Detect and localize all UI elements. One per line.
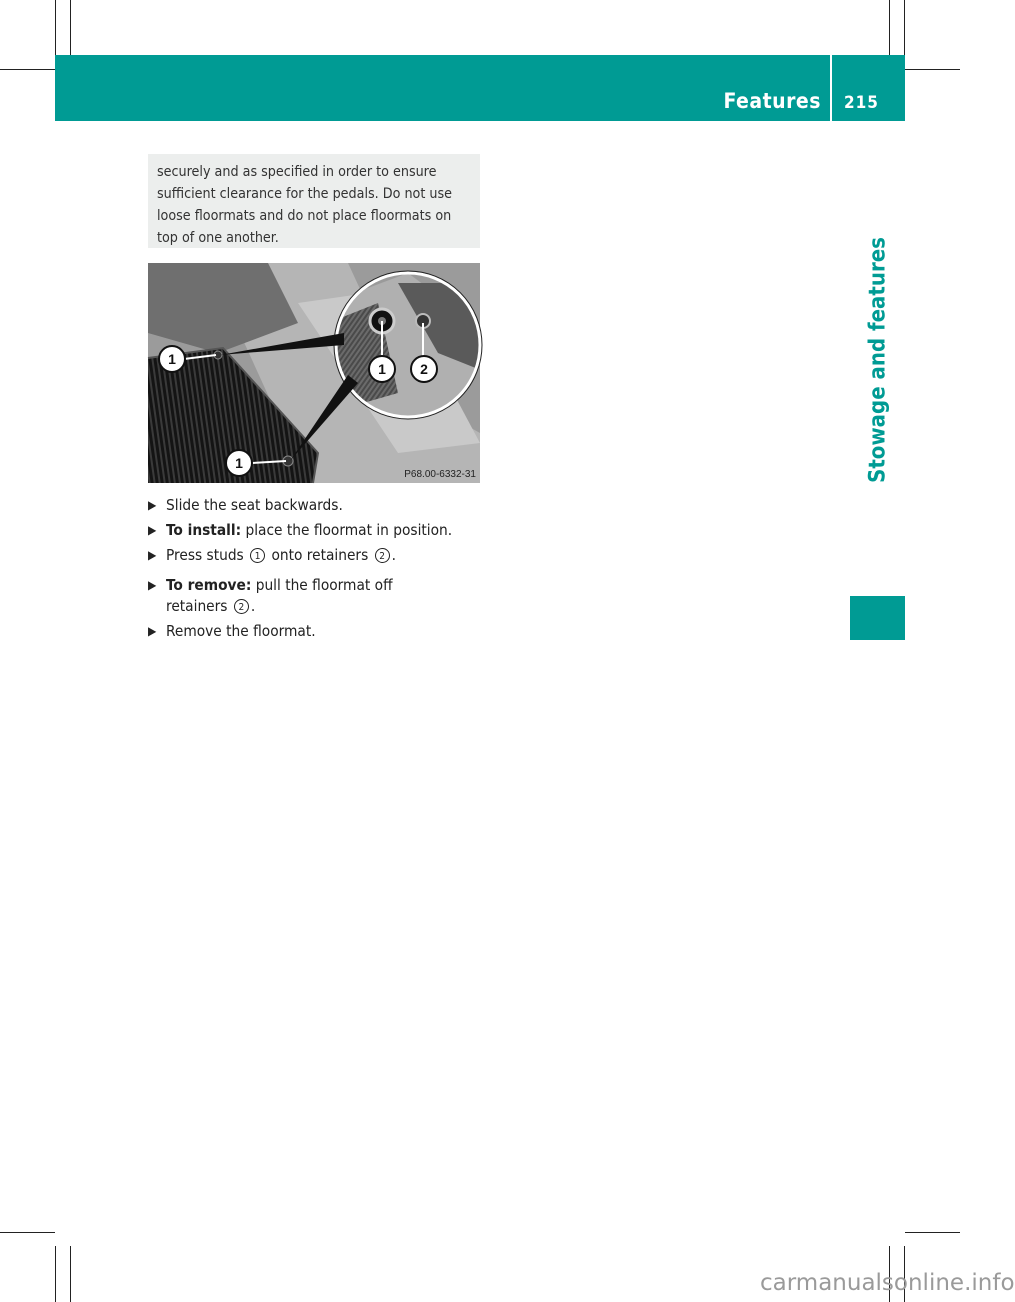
callout-1-label: 1 [235,455,243,471]
warning-note [148,154,480,248]
warning-note-text: securely and as specified in order to ensure sufficient clearance for the pedals. Do not use loose floormats and do not place floormats on top of one another. [157,164,453,246]
crop-mark [55,0,56,55]
crop-mark [904,0,905,55]
step-remove: ▶ To remove: pull the floormat off retainers 2 . [148,576,393,615]
callout-1-label: 1 [378,361,386,377]
crop-mark [905,69,960,70]
chapter-tab-label: Stowage and features [865,237,890,483]
chapter-tab [850,130,905,590]
floormat-illustration [148,263,480,483]
bullet-arrow-icon: ▶ [148,498,157,512]
bullet-arrow-icon: ▶ [148,624,157,638]
bullet-arrow-icon: ▶ [148,523,157,537]
header-divider [830,55,832,121]
crop-mark [889,0,890,55]
page-number: 215 [844,93,879,113]
section-title: Features [723,89,821,113]
callout-1-label: 1 [168,351,176,367]
step-press-studs: ▶ Press studs 1 onto retainers 2 . [148,546,396,564]
crop-mark [0,1232,55,1233]
step-install: ▶ To install: place the floormat in position. [148,521,453,539]
step-slide-seat: ▶ Slide the seat backwards. [148,496,343,514]
crop-mark [0,69,55,70]
watermark: carmanualsonline.info [760,1270,1015,1296]
page-header [55,55,905,121]
callout-ref-2: 2 [375,548,390,563]
callout-ref-2: 2 [234,599,249,614]
callout-ref-1: 1 [250,548,265,563]
crop-mark [55,1246,56,1302]
crop-mark [70,1246,71,1302]
crop-mark [905,1232,960,1233]
crop-mark [70,0,71,55]
step-remove-floormat: ▶ Remove the floormat. [148,622,316,640]
chapter-marker [850,596,905,640]
instruction-steps [148,495,488,646]
figure-code: P68.00-6332-31 [404,469,476,480]
bullet-arrow-icon: ▶ [148,578,157,592]
callout-2-label: 2 [420,361,428,377]
bullet-arrow-icon: ▶ [148,548,157,562]
